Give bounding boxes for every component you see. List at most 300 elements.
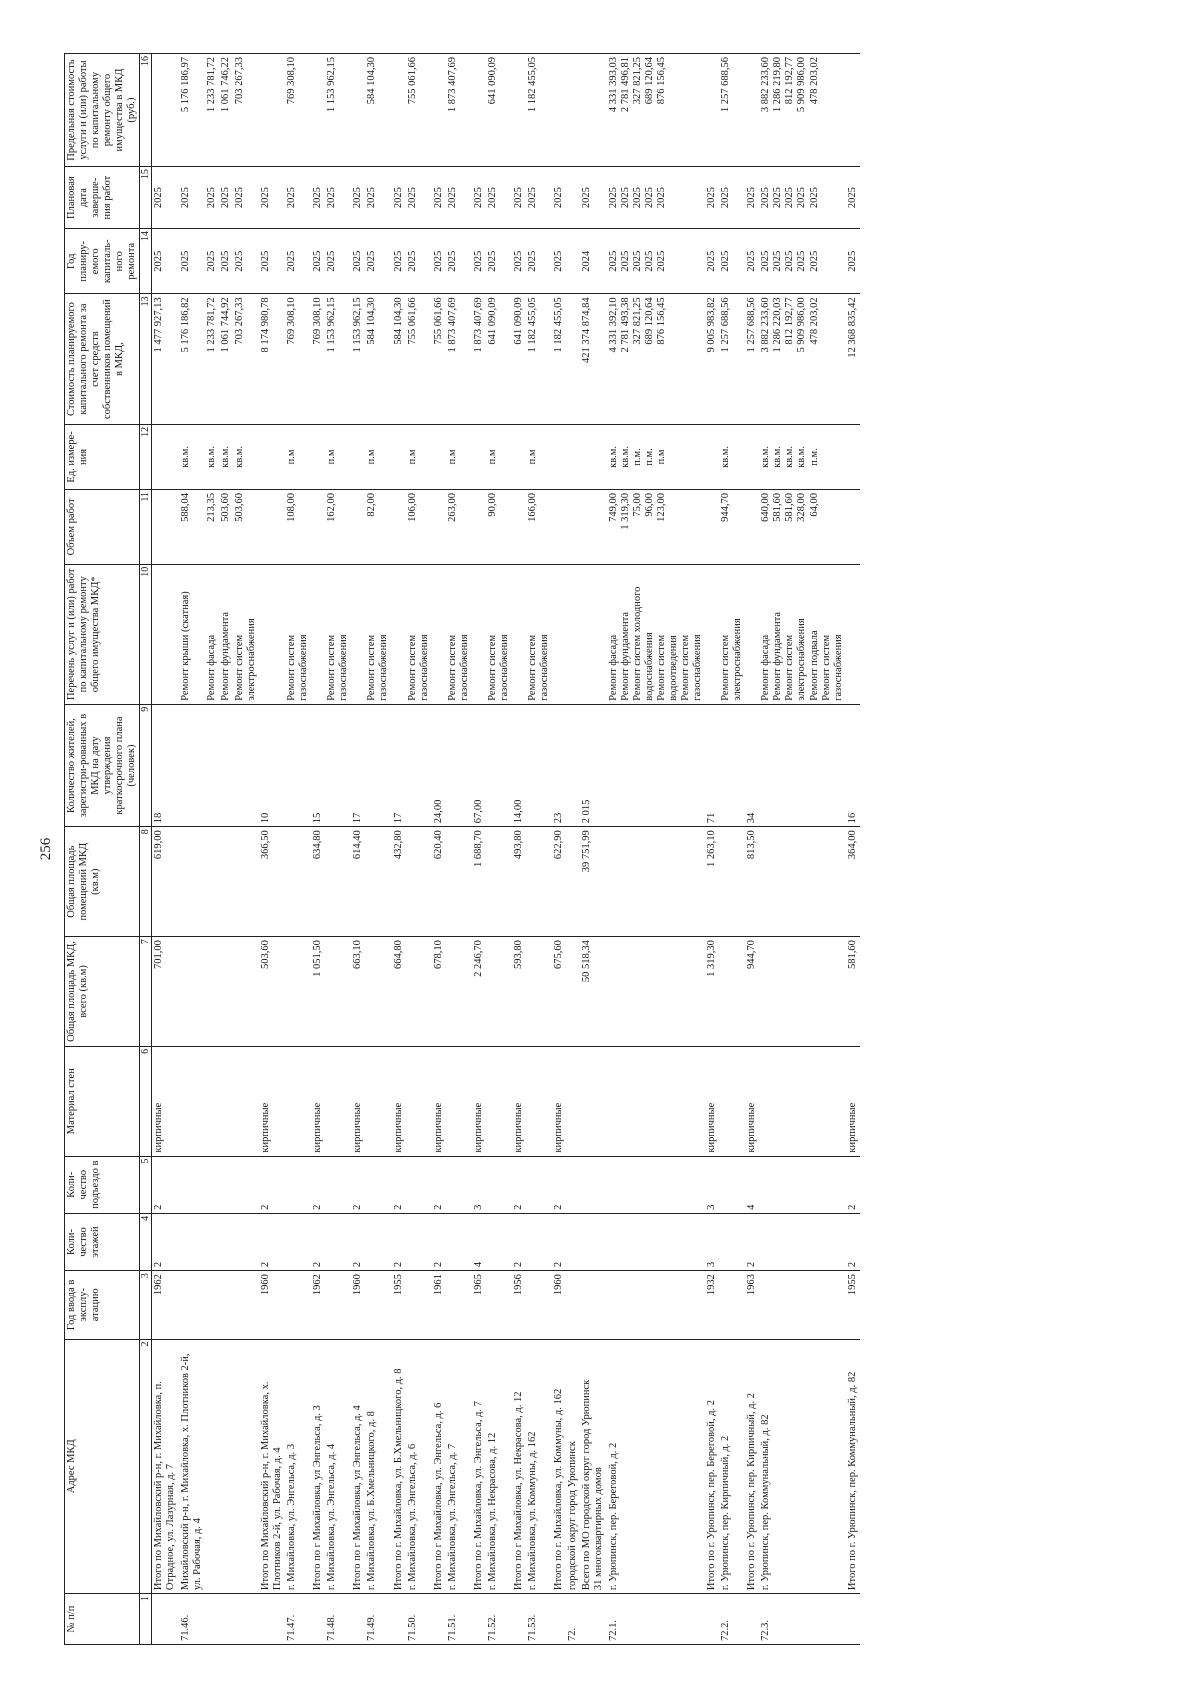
table-row — [392, 53, 406, 1644]
unit: кв.м. — [720, 445, 732, 468]
address — [179, 1339, 205, 1594]
planned-cost-cell — [392, 293, 406, 423]
address — [365, 1339, 391, 1594]
entrances-count — [219, 1156, 233, 1213]
floors-count — [759, 1213, 845, 1270]
unit-cell — [205, 424, 219, 489]
total-area: 593,80 — [512, 936, 526, 1046]
address-line: 31 многоквартирных домов — [593, 1466, 605, 1590]
entrances-count — [325, 1156, 351, 1213]
max-cost: 1 286 219,80 — [772, 56, 784, 112]
wall-material: кирпичные — [392, 1046, 406, 1156]
work-item-cell — [512, 564, 526, 704]
work-volume-cell — [719, 489, 745, 564]
max-cost-cell — [846, 53, 860, 166]
total-area — [446, 936, 472, 1046]
planned-cost-cell — [351, 293, 365, 423]
total-area — [325, 936, 351, 1046]
work-volume: 749,00 — [607, 492, 619, 522]
planned-year: 2025 — [205, 250, 217, 272]
wall-material — [406, 1046, 432, 1156]
year-built — [233, 1270, 259, 1338]
premises-area: 634,80 — [311, 826, 325, 936]
row-number: 71.50. — [406, 1593, 432, 1644]
work-volume: 64,00 — [808, 492, 820, 517]
planned-cost: 755 061,66 — [406, 296, 418, 345]
column-header-16: Предельная стоимость услуги и (или) работы по капитальному ремонту общего имущества в МКД (руб.) — [65, 53, 140, 166]
entrances-count: 2 — [152, 1156, 179, 1213]
planned-cost: 9 005 983,82 — [706, 296, 717, 352]
year-built: 1962 — [152, 1270, 179, 1338]
unit: п.м — [655, 448, 667, 464]
address-line: г. Михайловка, ул. Энгельса, д. 6 — [406, 1443, 418, 1590]
work-volume: 82,00 — [366, 492, 378, 517]
premises-area — [759, 826, 845, 936]
unit-cell — [432, 424, 446, 489]
planned-cost-cell — [745, 293, 759, 423]
table-row — [719, 53, 745, 1644]
floors-count — [205, 1213, 219, 1270]
completion-date: 2025 — [179, 186, 191, 208]
wall-material: кирпичные — [552, 1046, 566, 1156]
address-line: городской округ город Урюпинск — [567, 1440, 579, 1590]
residents-count: 17 — [392, 704, 406, 827]
unit-cell — [392, 424, 406, 489]
address-line: Итого по г Михайловка, ул. Некрасова, д. 12 — [513, 1391, 525, 1590]
premises-area: 813,50 — [745, 826, 759, 936]
row-number: 72.1. — [607, 1593, 706, 1644]
residents-count — [446, 704, 472, 827]
year-built: 1962 — [311, 1270, 325, 1338]
table-row — [512, 53, 526, 1644]
work-item-cell — [233, 564, 259, 704]
planned-cost-cell — [285, 293, 311, 423]
residents-count — [205, 704, 219, 827]
year-built — [607, 1270, 706, 1338]
completion-date: 2025 — [746, 186, 758, 208]
total-area: 663,10 — [351, 936, 365, 1046]
planned-year: 2025 — [486, 250, 498, 272]
planned-year: 2025 — [432, 250, 444, 272]
address-line: Итого по г. Урюпинск, пер. Кирпичный, д. 2 — [746, 1392, 758, 1590]
residents-count: 24,00 — [432, 704, 446, 827]
address — [759, 1339, 845, 1594]
work-item-cell — [311, 564, 325, 704]
row-number: 72.2. — [719, 1593, 745, 1644]
completion-date: 2025 — [553, 186, 565, 208]
work-volume: 328,00 — [796, 492, 808, 522]
planned-cost: 641 090,09 — [486, 296, 498, 345]
planned-cost-cell — [566, 293, 580, 423]
work-volume-cell — [552, 489, 566, 564]
planned-year: 2025 — [406, 250, 418, 272]
work-item: Ремонт систем газоснабжения — [406, 633, 430, 701]
table-row — [566, 53, 580, 1644]
planned-cost-cell — [205, 293, 219, 423]
column-number: 7 — [140, 936, 152, 1046]
max-cost: 1 233 781,72 — [205, 56, 217, 112]
work-volume: 503,60 — [233, 492, 245, 522]
premises-area: 364,00 — [846, 826, 860, 936]
floors-count: 2 — [311, 1213, 325, 1270]
work-volume: 640,00 — [760, 492, 772, 522]
premises-area: 619,00 — [152, 826, 179, 936]
planned-year: 2025 — [643, 250, 655, 272]
planned-cost-cell — [311, 293, 325, 423]
premises-area — [205, 826, 219, 936]
table-row — [311, 53, 325, 1644]
unit: п.м — [527, 448, 539, 464]
planned-cost: 1 153 962,15 — [326, 296, 338, 352]
premises-area — [219, 826, 233, 936]
premises-area — [607, 826, 706, 936]
entrances-count — [233, 1156, 259, 1213]
work-volume-cell — [446, 489, 472, 564]
unit-cell — [179, 424, 205, 489]
completion-date-cell — [472, 166, 486, 228]
work-item-cell — [745, 564, 759, 704]
unit-cell — [446, 424, 472, 489]
floors-count — [486, 1213, 512, 1270]
unit-cell — [351, 424, 365, 489]
planned-cost-cell — [526, 293, 552, 423]
year-built: 1963 — [745, 1270, 759, 1338]
total-area — [179, 936, 205, 1046]
planned-year-cell — [179, 228, 205, 293]
max-cost-cell — [233, 53, 259, 166]
completion-date: 2025 — [513, 186, 525, 208]
completion-date: 2025 — [643, 186, 655, 208]
completion-date: 2025 — [153, 186, 165, 208]
planned-year: 2025 — [259, 250, 271, 272]
completion-date: 2025 — [607, 186, 619, 208]
address-line: Всего по МО городской округ город Урюпинск — [581, 1379, 593, 1590]
floors-count: 2 — [152, 1213, 179, 1270]
planned-year-cell — [512, 228, 526, 293]
address — [607, 1339, 706, 1594]
wall-material — [526, 1046, 552, 1156]
entrances-count — [179, 1156, 205, 1213]
total-area — [205, 936, 219, 1046]
row-number — [512, 1593, 526, 1644]
entrances-count — [566, 1156, 580, 1213]
max-cost: 641 090,09 — [486, 56, 498, 104]
completion-date: 2025 — [760, 186, 772, 208]
year-built — [759, 1270, 845, 1338]
floors-count — [285, 1213, 311, 1270]
wall-material — [486, 1046, 512, 1156]
entrances-count — [486, 1156, 512, 1213]
residents-count — [179, 704, 205, 827]
planned-year-cell — [759, 228, 845, 293]
completion-date: 2025 — [772, 186, 784, 208]
unit: п.м — [406, 448, 418, 464]
completion-date-cell — [432, 166, 446, 228]
work-volume-cell — [580, 489, 606, 564]
address — [472, 1339, 486, 1594]
work-item: Ремонт систем электроснабжения — [720, 617, 744, 701]
work-item: Ремонт фасада — [607, 634, 619, 701]
entrances-count: 2 — [351, 1156, 365, 1213]
planned-year: 2025 — [392, 250, 404, 272]
work-volume-cell — [759, 489, 845, 564]
work-item-cell — [285, 564, 311, 704]
address — [152, 1339, 179, 1594]
unit: кв.м. — [233, 445, 245, 468]
unit-cell — [552, 424, 566, 489]
work-item-cell — [607, 564, 706, 704]
entrances-count: 4 — [745, 1156, 759, 1213]
floors-count: 2 — [259, 1213, 285, 1270]
total-area — [526, 936, 552, 1046]
work-item: Ремонт систем электроснабжения — [784, 617, 808, 701]
floors-count — [233, 1213, 259, 1270]
residents-count: 67,00 — [472, 704, 486, 827]
row-number: 71.52. — [486, 1593, 512, 1644]
planned-year: 2025 — [846, 250, 858, 272]
planned-year-cell — [846, 228, 860, 293]
planned-cost-cell — [580, 293, 606, 423]
column-header-2: Адрес МКД — [65, 1339, 140, 1594]
unit: п.м — [286, 448, 297, 464]
total-area: 664,80 — [392, 936, 406, 1046]
unit: кв.м. — [619, 445, 631, 468]
max-cost-cell — [179, 53, 205, 166]
table-row — [580, 53, 606, 1644]
planned-year-cell — [285, 228, 311, 293]
planned-cost: 1 182 455,05 — [527, 296, 539, 352]
entrances-count: 3 — [472, 1156, 486, 1213]
premises-area: 432,80 — [392, 826, 406, 936]
column-header-3: Год ввода в эксплу-атацию — [65, 1270, 140, 1338]
premises-area — [446, 826, 472, 936]
completion-date-cell — [446, 166, 472, 228]
work-item-cell — [446, 564, 472, 704]
planned-cost: 812 192,77 — [784, 296, 796, 345]
max-cost-cell — [205, 53, 219, 166]
max-cost-cell — [219, 53, 233, 166]
planned-cost: 689 120,64 — [643, 296, 655, 345]
completion-date-cell — [285, 166, 311, 228]
planned-cost: 1 182 455,05 — [553, 296, 565, 352]
table-row — [607, 53, 706, 1644]
entrances-count — [285, 1156, 311, 1213]
entrances-count — [607, 1156, 706, 1213]
address-line: Отрадное, ул. Лазурная, д. 7 — [165, 1463, 177, 1590]
max-cost-cell — [526, 53, 552, 166]
row-number — [351, 1593, 365, 1644]
completion-date: 2025 — [326, 186, 338, 208]
completion-date-cell — [406, 166, 432, 228]
completion-date: 2025 — [286, 186, 297, 208]
planned-year: 2025 — [446, 250, 458, 272]
table-row — [745, 53, 759, 1644]
address-line: Итого по г Михайловка, ул Энгельса, д. 4 — [352, 1404, 364, 1590]
completion-date: 2025 — [784, 186, 796, 208]
unit: кв.м. — [219, 445, 231, 468]
planned-year: 2025 — [796, 250, 808, 272]
planned-year: 2025 — [527, 250, 539, 272]
planned-year-cell — [432, 228, 446, 293]
column-number: 5 — [140, 1156, 152, 1213]
wall-material — [325, 1046, 351, 1156]
planned-cost-cell — [259, 293, 285, 423]
wall-material: кирпичные — [472, 1046, 486, 1156]
total-area: 2 246,70 — [472, 936, 486, 1046]
address-line: Итого по г Михайловка, ул Энгельса, д. 3 — [312, 1404, 324, 1590]
work-volume: 1 319,30 — [619, 492, 631, 530]
floors-count — [526, 1213, 552, 1270]
planned-cost: 8 174 980,78 — [259, 296, 271, 352]
address-line: г. Урюпинск, пер. Береговой, д. 2 — [607, 1442, 619, 1590]
work-item-cell — [325, 564, 351, 704]
work-volume-cell — [152, 489, 179, 564]
planned-year: 2025 — [352, 250, 364, 272]
row-number — [472, 1593, 486, 1644]
unit-cell — [607, 424, 706, 489]
floors-count — [446, 1213, 472, 1270]
work-item-cell — [472, 564, 486, 704]
unit: п.м. — [643, 447, 655, 466]
max-cost-cell — [566, 53, 580, 166]
max-cost-cell — [580, 53, 606, 166]
residents-count — [486, 704, 512, 827]
entrances-count — [759, 1156, 845, 1213]
planned-cost-cell — [846, 293, 860, 423]
work-volume: 108,00 — [286, 492, 297, 522]
address — [205, 1339, 219, 1594]
planned-year-cell — [580, 228, 606, 293]
unit-cell — [233, 424, 259, 489]
total-area — [219, 936, 233, 1046]
work-item-cell — [259, 564, 285, 704]
total-area: 701,00 — [152, 936, 179, 1046]
floors-count — [607, 1213, 706, 1270]
row-number: 71.46. — [179, 1593, 205, 1644]
planned-year-cell — [486, 228, 512, 293]
floors-count — [566, 1213, 580, 1270]
table-row — [432, 53, 446, 1644]
work-volume: 90,00 — [486, 492, 498, 517]
floors-count — [219, 1213, 233, 1270]
premises-area: 1 688,70 — [472, 826, 486, 936]
completion-date-cell — [233, 166, 259, 228]
row-number — [152, 1593, 179, 1644]
planned-cost: 478 203,02 — [808, 296, 820, 345]
table-row — [205, 53, 219, 1644]
address — [512, 1339, 526, 1594]
column-number: 8 — [140, 826, 152, 936]
row-number: 71.48. — [325, 1593, 351, 1644]
address — [552, 1339, 566, 1594]
work-item-cell — [552, 564, 566, 704]
work-item-cell — [152, 564, 179, 704]
year-built: 1961 — [432, 1270, 446, 1338]
unit-cell — [526, 424, 552, 489]
table-row — [846, 53, 860, 1644]
max-cost-cell — [325, 53, 351, 166]
residents-count — [406, 704, 432, 827]
address-line: г. Михайловка, ул. Некрасова, д. 12 — [486, 1432, 498, 1590]
floors-count: 2 — [745, 1213, 759, 1270]
work-volume-cell — [566, 489, 580, 564]
wall-material — [205, 1046, 219, 1156]
total-area: 50 518,34 — [580, 936, 606, 1046]
premises-area: 366,50 — [259, 826, 285, 936]
planned-cost: 584 104,30 — [366, 296, 378, 345]
max-cost: 5 909 986,00 — [796, 56, 808, 112]
total-area — [406, 936, 432, 1046]
row-number — [745, 1593, 759, 1644]
wall-material — [285, 1046, 311, 1156]
completion-date-cell — [566, 166, 580, 228]
max-cost-cell — [446, 53, 472, 166]
work-item-cell — [526, 564, 552, 704]
work-item: Ремонт фундамента — [619, 611, 631, 701]
row-number — [705, 1593, 719, 1644]
floors-count — [406, 1213, 432, 1270]
wall-material: кирпичные — [846, 1046, 860, 1156]
residents-count: 17 — [351, 704, 365, 827]
table-row — [759, 53, 845, 1644]
residents-count — [607, 704, 706, 827]
wall-material — [580, 1046, 606, 1156]
column-number: 1 — [140, 1593, 152, 1644]
premises-area: 493,80 — [512, 826, 526, 936]
residents-count: 18 — [152, 704, 179, 827]
work-item: Ремонт фундамента — [772, 611, 784, 701]
unit-cell — [311, 424, 325, 489]
planned-year-cell — [365, 228, 391, 293]
address-line: г. Михайловка, ул. Энгельса, д. 4 — [326, 1443, 338, 1590]
planned-year: 2025 — [312, 250, 324, 272]
row-number: 72. — [566, 1593, 580, 1644]
unit: п.м — [486, 448, 498, 464]
column-number: 13 — [140, 293, 152, 423]
max-cost-cell — [472, 53, 486, 166]
work-volume-cell — [432, 489, 446, 564]
planned-year: 2025 — [720, 250, 732, 272]
planned-cost-cell — [486, 293, 512, 423]
year-built — [285, 1270, 311, 1338]
address — [311, 1339, 325, 1594]
completion-date: 2025 — [631, 186, 643, 208]
planned-year-cell — [392, 228, 406, 293]
work-volume-cell — [311, 489, 325, 564]
unit: кв.м. — [784, 445, 796, 468]
planned-year-cell — [351, 228, 365, 293]
premises-area — [285, 826, 311, 936]
max-cost: 1 257 688,56 — [720, 56, 732, 112]
column-header-10: Перечень услуг и (или) работ по капитальному ремонту общего имущества МКД* — [65, 564, 140, 704]
total-area — [759, 936, 845, 1046]
residents-count — [325, 704, 351, 827]
planned-cost: 327 821,25 — [631, 296, 643, 345]
wall-material: кирпичные — [311, 1046, 325, 1156]
premises-area — [566, 826, 580, 936]
unit-cell — [566, 424, 580, 489]
address — [486, 1339, 512, 1594]
table-row — [351, 53, 365, 1644]
max-cost: 4 331 393,03 — [607, 56, 619, 112]
completion-date-cell — [392, 166, 406, 228]
work-item: Ремонт систем электроснабжения — [233, 617, 257, 701]
completion-date: 2025 — [366, 186, 378, 208]
completion-date-cell — [607, 166, 706, 228]
table-row — [152, 53, 179, 1644]
completion-date-cell — [365, 166, 391, 228]
completion-date: 2025 — [846, 186, 858, 208]
